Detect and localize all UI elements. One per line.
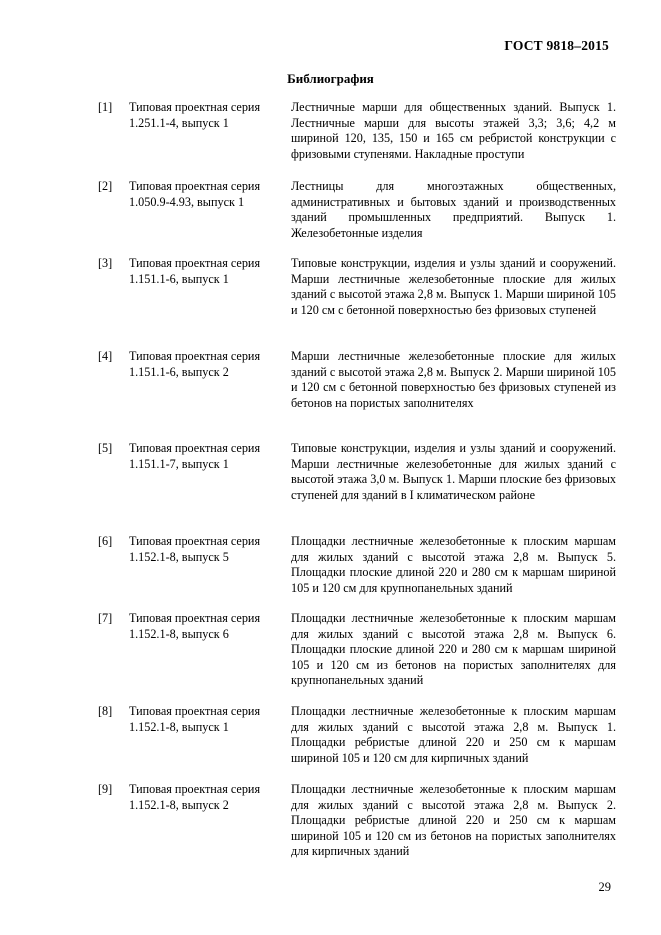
entry-source-series: Типовая проектная серия <box>129 441 261 455</box>
entry-number: [2] <box>98 179 113 193</box>
entry-source <box>129 179 284 210</box>
entry-source-series: Типовая проектная серия <box>129 782 261 796</box>
entry-number: [1] <box>98 100 113 114</box>
entry-source-code: 1.151.1-6, выпуск 2 <box>129 364 229 379</box>
entry-source <box>129 782 284 813</box>
entry-source-code: 1.152.1-8, выпуск 2 <box>129 797 229 812</box>
entry-source-series: Типовая проектная серия <box>129 256 261 270</box>
page-number: 29 <box>598 880 611 894</box>
entry-description: Площадки лестничные железобетонные к плоским маршам для жилых зданий с высотой этажа 2,8 м. Выпуск 2. Площадки ребристые длиной 220 и 250 см к маршам шириной 105 и 120 см из бетонов на пористых заполнителях для кирпичных зданий <box>291 782 616 859</box>
entry-number: [4] <box>98 349 113 363</box>
document-code: ГОСТ 9818–2015 <box>504 38 609 53</box>
entry-number: [6] <box>98 534 113 548</box>
entry-source-series: Типовая проектная серия <box>129 611 261 625</box>
entry-source-series: Типовая проектная серия <box>129 534 261 548</box>
entry-description: Площадки лестничные железобетонные к плоским маршам для жилых зданий с высотой этажа 2,8 м. Выпуск 1. Площадки ребристые длиной 220 и 250 см к маршам шириной 105 и 120 см для кирпичных зданий <box>291 704 616 765</box>
entry-source-series: Типовая проектная серия <box>129 704 261 718</box>
entry-source-code: 1.251.1-4, выпуск 1 <box>129 115 229 130</box>
entry-source-code: 1.152.1-8, выпуск 1 <box>129 719 229 734</box>
entry-description: Марши лестничные железобетонные плоские для жилых зданий с высотой этажа 2,8 м. Выпуск 2. Марши шириной 105 и 120 см с бетонной поверхностью без фризовых ступеней из бетонов на пористых заполнителях <box>291 349 616 410</box>
entry-source-code: 1.151.1-7, выпуск 1 <box>129 456 229 471</box>
entry-number: [9] <box>98 782 113 796</box>
entry-source <box>129 256 284 287</box>
entry-source <box>129 611 284 642</box>
entry-source-code: 1.152.1-8, выпуск 5 <box>129 549 229 564</box>
entry-description: Лестницы для многоэтажных общественных, административных и бытовых зданий и производственных зданий промышленных предприятий. Выпуск 1. Железобетонные изделия <box>291 179 616 240</box>
section-title: Библиография <box>287 71 374 86</box>
entry-source-series: Типовая проектная серия <box>129 179 261 193</box>
entry-source-series: Типовая проектная серия <box>129 100 261 114</box>
entry-source <box>129 349 284 380</box>
entry-number: [8] <box>98 704 113 718</box>
entry-description: Площадки лестничные железобетонные к плоским маршам для жилых зданий с высотой этажа 2,8 м. Выпуск 6. Площадки плоские длиной 220 и 280 см к маршам шириной 105 и 120 см из бетонов на пористых заполнителях для крупнопанельных зданий <box>291 611 616 688</box>
entry-description: Типовые конструкции, изделия и узлы зданий и сооружений. Марши лестничные железобетонные для жилых зданий с высотой этажа 3,0 м. Выпуск 1. Марши плоские без фризовых ступеней для зданий в I климатическом районе <box>291 441 616 502</box>
entry-source-code: 1.050.9-4.93, выпуск 1 <box>129 194 245 209</box>
entry-source <box>129 441 284 472</box>
entry-number: [5] <box>98 441 113 455</box>
entry-number: [7] <box>98 611 113 625</box>
entry-source <box>129 100 284 131</box>
entry-source-code: 1.152.1-8, выпуск 6 <box>129 626 229 641</box>
entry-number: [3] <box>98 256 113 270</box>
entry-description: Лестничные марши для общественных зданий. Выпуск 1. Лестничные марши для высоты этажей 3,3; 3,6; 4,2 м шириной 120, 135, 150 и 165 см ребристой конструкции с фризовыми ступенями. Накладные проступи <box>291 100 616 161</box>
entry-description: Площадки лестничные железобетонные к плоским маршам для жилых зданий с высотой этажа 2,8 м. Выпуск 5. Площадки плоские длиной 220 и 280 см к маршам шириной 105 и 120 см для крупнопанельных зданий <box>291 534 616 595</box>
entry-source <box>129 534 284 565</box>
entry-source <box>129 704 284 735</box>
entry-description: Типовые конструкции, изделия и узлы зданий и сооружений. Марши лестничные железобетонные плоские для жилых зданий с высотой этажа 2,8 м. Выпуск 1. Марши шириной 105 и 120 см с бетонной поверхностью без фризовых ступеней <box>291 256 616 317</box>
entry-source-code: 1.151.1-6, выпуск 1 <box>129 271 229 286</box>
entry-source-series: Типовая проектная серия <box>129 349 261 363</box>
